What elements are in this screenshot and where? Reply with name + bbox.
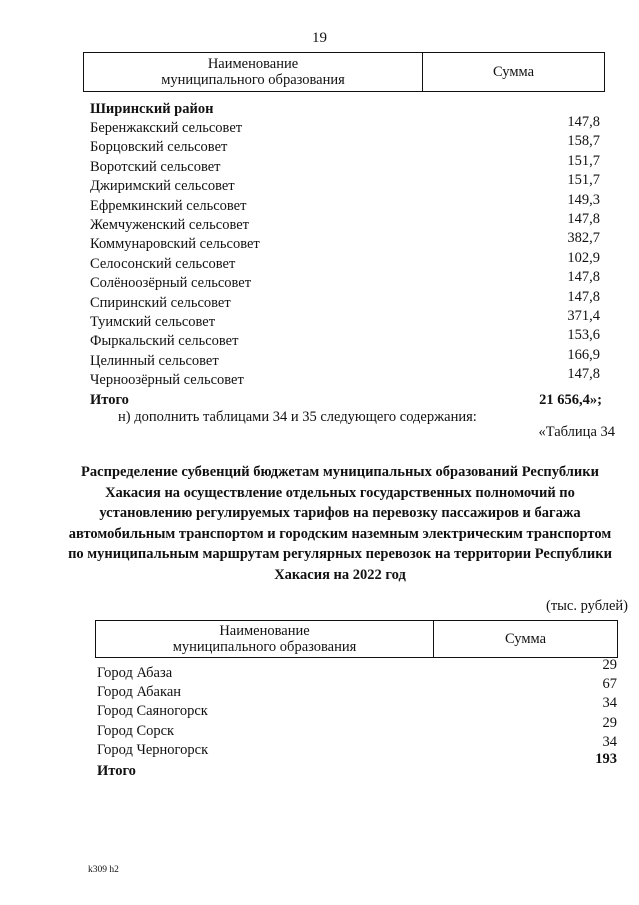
- table-row: [97, 676, 617, 702]
- table1-total-label: Итого: [90, 392, 129, 408]
- table-label: «Таблица 34: [538, 424, 615, 440]
- units-label: (тыс. рублей): [546, 598, 628, 614]
- table-row: [90, 249, 600, 274]
- row-name: Ефремкинский сельсовет: [90, 197, 247, 214]
- table2-total-label: Итого: [97, 763, 136, 779]
- row-name: Город Черногорск: [97, 741, 209, 758]
- row-name: Город Сорск: [97, 722, 175, 739]
- row-name: Селосонский сельсовет: [90, 255, 236, 272]
- row-name: Целинный сельсовет: [90, 352, 219, 369]
- table-row: [90, 346, 600, 371]
- row-value: 382,7: [567, 230, 600, 247]
- table-row: [90, 327, 600, 351]
- table-row: [97, 714, 617, 741]
- header-name-line1: Наименование: [219, 623, 310, 639]
- row-value: 34: [602, 733, 617, 750]
- row-value: 147,8: [567, 114, 600, 130]
- table-row: [90, 211, 600, 235]
- table2-header: [95, 620, 618, 658]
- table2-total-value: 193: [595, 751, 617, 767]
- row-name: Спиринский сельсовет: [90, 294, 231, 311]
- row-value: 166,9: [567, 346, 600, 363]
- table-row: [97, 695, 617, 721]
- table-row: [90, 230, 600, 254]
- table-row: [90, 191, 600, 216]
- row-value: 149,3: [567, 191, 600, 208]
- table-title: Распределение субвенций бюджетам муниципальных образований Республики Хакасия на осуществление отдельных государственных полномочий по установлению регулируемых тарифов на перевозку пассажиров и багажа автомобильным транспортом и городским наземным электрическим транспортом по муниципальным маршрутам регулярных перевозок на территории Республики Хакасия на 2022 год: [68, 464, 612, 583]
- row-value: 67: [602, 676, 617, 693]
- row-value: 151,7: [567, 172, 600, 189]
- table-row: [90, 288, 600, 313]
- table2-header-name: [96, 621, 434, 658]
- row-value: 147,8: [567, 288, 600, 305]
- row-name: Туимский сельсовет: [90, 314, 216, 330]
- row-name: Джиримский сельсовет: [90, 178, 235, 195]
- header-name-line2: муниципального образования: [172, 639, 357, 655]
- row-name: Беренжакский сельсовет: [90, 120, 243, 136]
- row-name: Фыркальский сельсовет: [90, 333, 239, 350]
- table-row: [90, 114, 600, 138]
- table1-header-sum: Сумма: [423, 53, 605, 92]
- row-value: 29: [602, 714, 617, 731]
- row-value: 151,7: [567, 152, 600, 169]
- row-name: Город Саяногорск: [97, 703, 208, 720]
- row-value: 153,6: [567, 327, 600, 344]
- table-row: [90, 308, 600, 332]
- row-value: 29: [602, 657, 617, 673]
- table-row: [90, 133, 600, 157]
- row-value: 371,4: [567, 308, 600, 324]
- row-value: 158,7: [567, 133, 600, 150]
- table-row: [97, 657, 617, 683]
- table2-header-sum: Сумма: [434, 621, 618, 658]
- row-name: Черноозёрный сельсовет: [90, 372, 244, 389]
- table-row: [97, 733, 617, 760]
- row-value: 147,8: [567, 366, 600, 383]
- table1-header: [83, 52, 605, 92]
- row-value: 102,9: [567, 249, 600, 266]
- row-value: 147,8: [567, 269, 600, 286]
- row-name: Город Абакан: [97, 684, 182, 701]
- page-number: 19: [312, 30, 327, 46]
- row-name: Воротский сельсовет: [90, 158, 221, 175]
- row-name: Город Абаза: [97, 665, 173, 681]
- table1-total-value: 21 656,4»;: [539, 392, 602, 408]
- table-row: [90, 366, 600, 390]
- row-value: 34: [602, 695, 617, 712]
- row-name: Солёноозёрный сельсовет: [90, 275, 252, 292]
- table1-header-name: [84, 53, 423, 92]
- table1-total-row: [90, 391, 602, 410]
- district-heading: Ширинский район: [90, 101, 214, 117]
- header-name-line1: Наименование: [207, 56, 299, 72]
- row-name: Коммунаровский сельсовет: [90, 236, 260, 253]
- header-name-line2: муниципального образования: [161, 72, 345, 88]
- table-row: [90, 172, 600, 196]
- row-name: Жемчуженский сельсовет: [90, 217, 249, 233]
- row-name: Борцовский сельсовет: [90, 139, 228, 156]
- table-row: [90, 269, 600, 293]
- footer-code: k309 h2: [88, 865, 119, 875]
- amendment-text: н) дополнить таблицами 34 и 35 следующего содержания:: [118, 409, 477, 425]
- row-value: 147,8: [567, 211, 600, 227]
- table2-total-row: [97, 751, 617, 779]
- table-row: [90, 152, 600, 177]
